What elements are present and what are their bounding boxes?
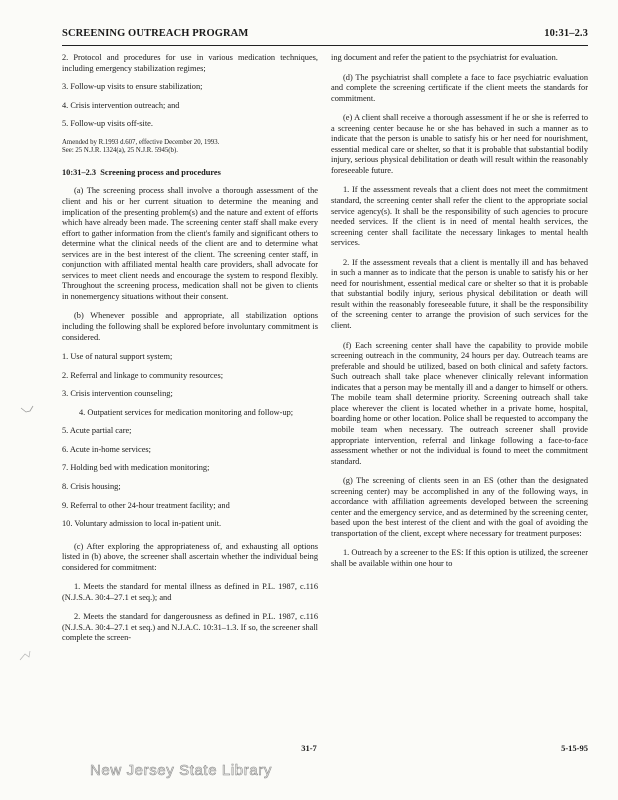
- paragraph-g: (g) The screening of clients seen in an ES (other than the designated screening center) may be accomplished in any of the following ways, in accordance with affiliation agreements developed between the screening center and the emergency service, and as determined by the screening center, based upon the best interest of the client and with the goal of avoiding the transportation of the client, except where necessary for treatment purposes:: [331, 476, 588, 538]
- running-header: [62, 28, 588, 46]
- section-title: Screening process and procedures: [100, 167, 221, 177]
- amendment-note: Amended by R.1993 d.607, effective December 20, 1993.: [62, 138, 220, 146]
- scan-artifact-mark: [18, 648, 32, 664]
- option-item: 10. Voluntary admission to local in-patient unit.: [62, 519, 222, 529]
- paragraph-c1: 1. Meets the standard for mental illness as defined in P.L. 1987, c.116 (N.J.S.A. 30:4–27.1 et seq.); and: [62, 582, 318, 602]
- list-item: 4. Crisis intervention outreach; and: [62, 100, 180, 110]
- left-column: [62, 53, 318, 644]
- paragraph-f: (f) Each screening center shall have the capability to provide mobile screening outreach in the community, 24 hours per day. Outreach teams are preferable and should be utilized, based on both clinical and safety factors. Such outreach shall take place whenever clinically relevant information indicates that a person may be mentally ill and a danger to himself or others. The mobile team shall determine priority. Screening outreach shall take place wherever the client is located whether in a private home, hospital, boarding home or other location. Police shall be requested to accompany the mobile team when necessary. The outreach screener shall provide appropriate intervention, referral and linkage following a face-to-face assessment whether or not the individual is found to meet the commitment standard.: [331, 340, 588, 466]
- paragraph-e2: 2. If the assessment reveals that a client is mentally ill and has behaved in such a manner as to indicate that the person is unable to satisfy his or her need for nourishment, essential medical care or shelter so that it is probable that substantial bodily injury, serious physical debilitation or death will result within the reasonably foreseeable future, it shall be the responsibility of the screening center to arrange the provision of such services for the client.: [331, 257, 588, 331]
- option-item: 7. Holding bed with medication monitoring;: [62, 463, 210, 473]
- list-item: 3. Follow-up visits to ensure stabilization;: [62, 82, 203, 92]
- section-heading: [62, 168, 318, 179]
- list-item: 5. Follow-up visits off-site.: [62, 119, 153, 129]
- option-item: 4. Outpatient services for medication monitoring and follow-up;: [79, 407, 294, 417]
- paragraph-c2: 2. Meets the standard for dangerousness as defined in P.L. 1987, c.116 (N.J.S.A. 30:4–27.1 et seq.) and N.J.A.C. 10:31–1.3. If so, the screener shall complete the screen-: [62, 612, 318, 643]
- continued-text: ing document and refer the patient to the psychiatrist for evaluation.: [331, 53, 558, 62]
- revision-date: 5-15-95: [561, 743, 588, 753]
- header-title: SCREENING OUTREACH PROGRAM: [62, 28, 249, 39]
- paragraph-e1: 1. If the assessment reveals that a client does not meet the commitment standard, the screening center shall refer the client to the appropriate social service agency(s). It shall be the responsibility of such agencies to procure needed services. If the client is in need of mental health services, the screening center shall facilitate the necessary linkages to mental health services.: [331, 185, 588, 248]
- paragraph-c: (c) After exploring the appropriateness of, and exhausting all options listed in (b) above, the screener shall ascertain whether the individual being considered for commitment:: [62, 541, 318, 572]
- paragraph-g1: 1. Outreach by a screener to the ES: If this option is utilized, the screener shall be available within one hour to: [331, 548, 588, 568]
- option-item: 2. Referral and linkage to community resources;: [62, 370, 224, 380]
- paragraph-d: (d) The psychiatrist shall complete a face to face psychiatric evaluation and complete the screening certificate if the client meets the standards for commitment.: [331, 72, 588, 103]
- paragraph-e: (e) A client shall receive a thorough assessment if he or she is referred to a screening center because he or she has behaved in such a manner as to indicate that the person is unable to satisfy his or her need for nourishment, essential medical care or shelter, so that it is probable that substantial bodily injury, serious physical debilitation or death will result within the reasonably foreseeable future.: [331, 113, 588, 175]
- list-item: 2. Protocol and procedures for use in various medication techniques, including emergency stabilization regimes;: [62, 53, 318, 73]
- paragraph-b: (b) Whenever possible and appropriate, all stabilization options including the following shall be explored before involuntary commitment is considered.: [62, 311, 318, 342]
- scan-artifact-mark: [20, 404, 34, 416]
- paragraph-a: (a) The screening process shall involve a thorough assessment of the client and his or her current situation to determine the meaning and implication of the presenting problem(s) and the nature and extent of efforts which have already been made. The screening center staff shall make every effort to gather information from the client's family and significant others to determine what the clinical needs of the client are and to determine what services are in the best interest of the client. The screening center staff, in conjunction with affiliated mental health care providers, shall advocate for services to meet client needs and encourage the system to respond flexibly. Throughout the screening process, medication shall not be given to clients in nonemergency situations without their consent.: [62, 186, 318, 301]
- see-note: See: 25 N.J.R. 1324(a), 25 N.J.R. 5945(b).: [62, 147, 178, 155]
- option-item: 8. Crisis housing;: [62, 481, 121, 491]
- option-item: 6. Acute in-home services;: [62, 444, 151, 454]
- option-item: 1. Use of natural support system;: [62, 352, 173, 362]
- option-item: 9. Referral to other 24-hour treatment facility; and: [62, 500, 230, 510]
- option-item: 3. Crisis intervention counseling;: [62, 389, 173, 399]
- library-watermark: New Jersey State Library: [90, 762, 272, 779]
- page-number: 31-7: [301, 743, 317, 753]
- header-section-number: 10:31–2.3: [544, 28, 588, 39]
- option-item: 5. Acute partial care;: [62, 426, 132, 436]
- section-number: 10:31–2.3: [62, 167, 97, 177]
- right-column: [331, 53, 588, 570]
